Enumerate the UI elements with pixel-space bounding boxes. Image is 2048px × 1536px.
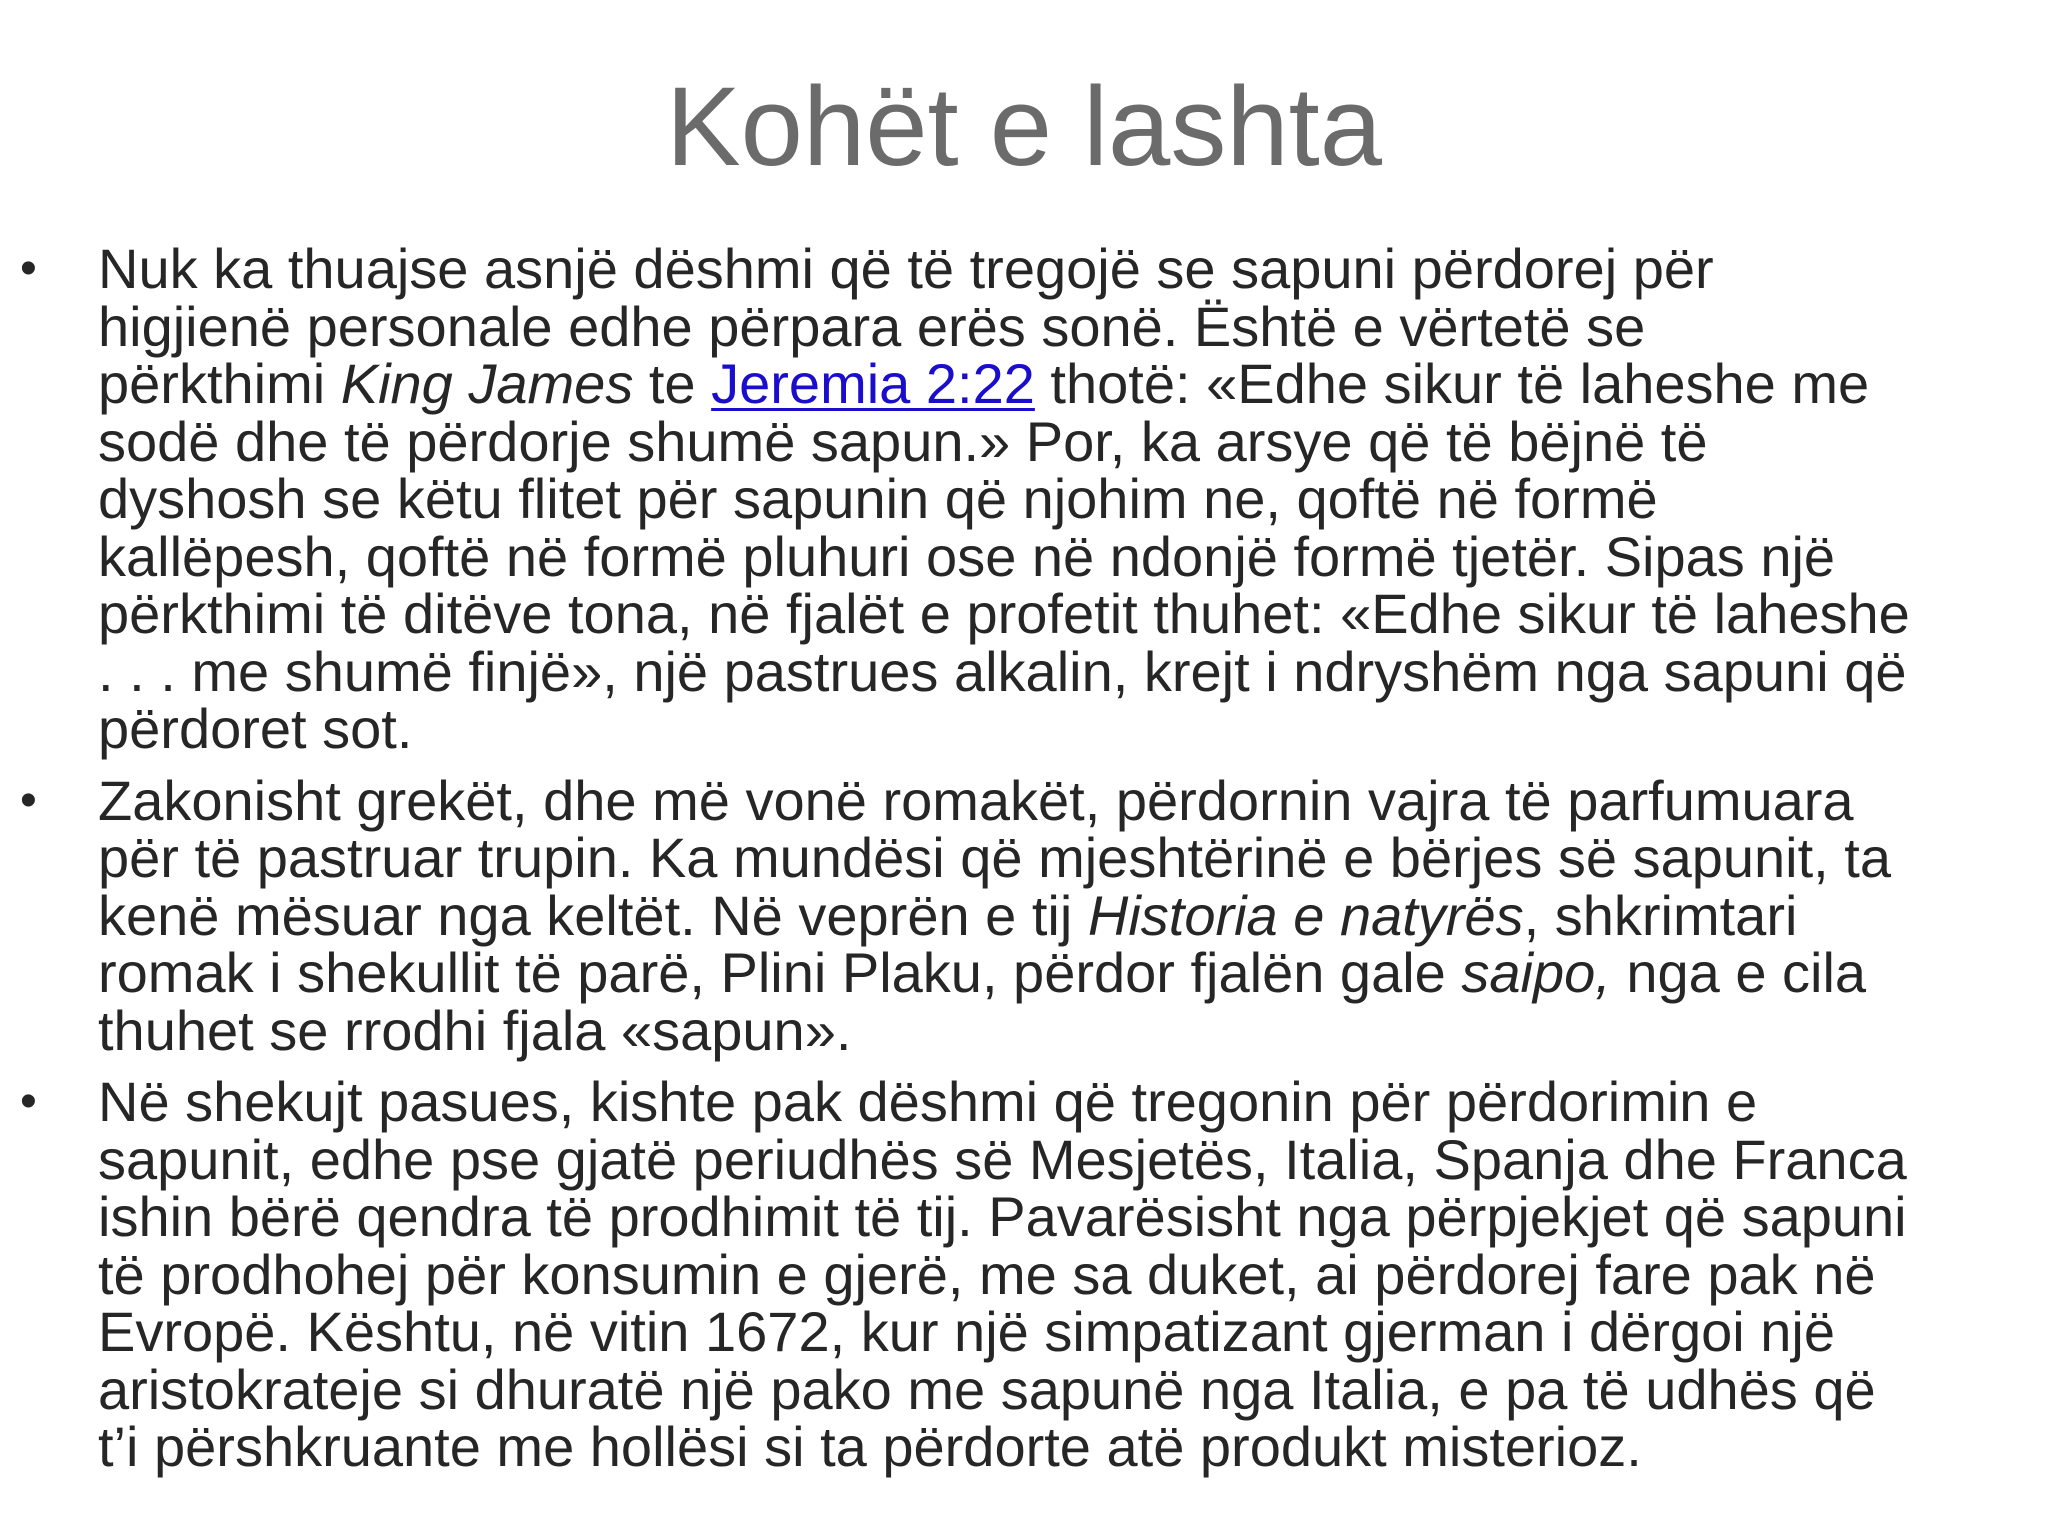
text-line <box>98 1300 2028 1363</box>
text-line <box>98 1185 2028 1248</box>
text-segment: përdoret sot. <box>98 697 413 760</box>
text-line <box>98 826 2028 889</box>
bullet-list <box>0 237 2048 1490</box>
bullet-icon: • <box>20 773 37 827</box>
text-segment: kenë mësuar nga keltët. Në veprën e tij <box>98 883 1088 947</box>
text-segment: të prodhohej për konsumin e gjerë, me sa duket, ai përdorej fare pak në <box>98 1242 1876 1306</box>
text-line <box>98 1357 2028 1421</box>
text-line <box>98 697 2028 760</box>
text-segment: t’i përshkruante me hollësi si ta përdorte atë produkt misterioz. <box>98 1415 1642 1478</box>
slide-title: Kohët e lashta <box>665 64 1383 189</box>
text-segment: thotë: «Edhe sikur të laheshe me <box>1034 352 1870 415</box>
text-segment: për të pastruar trupin. Ka mundësi që mjeshtërinë e bërjes së sapunit, ta <box>98 826 1891 889</box>
paragraph-text <box>98 1070 2028 1478</box>
text-segment: përkthimi të ditëve tona, në fjalët e profetit thuhet: «Edhe sikur të laheshe <box>98 582 1910 645</box>
bullet-icon: • <box>20 242 37 295</box>
text-line <box>98 467 2028 530</box>
text-segment: përkthimi <box>98 352 341 415</box>
text-segment: Nuk ka thuajse asnjë dëshmi që të tregojë se sapuni përdorej për <box>98 237 1714 300</box>
scripture-link[interactable]: Jeremia 2:22 <box>711 352 1035 415</box>
text-segment: Zakonisht grekët, dhe më vonë romakët, përdornin vajra të parfumuara <box>98 768 1854 832</box>
text-segment: , shkrimtari <box>1523 883 1798 947</box>
text-line <box>98 237 2028 300</box>
bullet-item <box>0 768 2048 1062</box>
italic-title: King James <box>340 352 634 415</box>
text-line <box>98 582 2028 645</box>
paragraph-text <box>98 768 2028 1062</box>
text-segment: aristokrateje si dhuratë një pako me sapunë nga Italia, e pa të udhës që <box>98 1357 1876 1421</box>
text-line <box>98 941 2028 1004</box>
text-line <box>98 1127 2028 1191</box>
bullet-icon: • <box>20 1075 37 1128</box>
text-line <box>98 524 2028 588</box>
text-line <box>98 294 2028 358</box>
text-segment: nga e cila <box>1610 941 1867 1004</box>
text-segment: . . . me shumë finjë», një pastrues alkalin, krejt i ndryshëm nga sapuni që <box>98 639 1907 703</box>
text-segment: higjienë personale edhe përpara erës sonë. Është e vërtetë se <box>98 294 1646 358</box>
bullet-item <box>0 1070 2048 1478</box>
text-segment: thuhet se rrodhi fjala «sapun». <box>98 998 852 1062</box>
text-segment: Evropë. Kështu, në vitin 1672, kur një simpatizant gjerman i dërgoi një <box>98 1300 1835 1363</box>
bullet-item <box>0 237 2048 760</box>
text-line <box>98 1242 2028 1306</box>
text-segment: romak i shekullit të parë, Plini Plaku, përdor fjalën gale <box>98 941 1462 1004</box>
text-line <box>98 1415 2028 1478</box>
text-line <box>98 768 2028 832</box>
text-line <box>98 352 2028 415</box>
paragraph-text <box>98 237 2028 760</box>
text-segment: te <box>633 352 712 415</box>
italic-title: saipo, <box>1461 941 1611 1004</box>
text-line <box>98 998 2028 1062</box>
text-segment: ishin bërë qendra të prodhimit të tij. Pavarësisht nga përpjekjet që sapuni <box>98 1185 1907 1248</box>
text-segment: Në shekujt pasues, kishte pak dëshmi që tregonin për përdorimin e <box>98 1070 1758 1133</box>
text-line <box>98 883 2028 947</box>
text-segment: kallëpesh, qoftë në formë pluhuri ose në ndonjë formë tjetër. Sipas një <box>98 524 1836 588</box>
text-segment: dyshosh se këtu flitet për sapunin që njohim ne, qoftë në formë <box>98 467 1658 530</box>
text-segment: sodë dhe të përdorje shumë sapun.» Por, ka arsye që të bëjnë të <box>98 409 1708 473</box>
text-segment: sapunit, edhe pse gjatë periudhës së Mesjetës, Italia, Spanja dhe Franca <box>98 1127 1907 1191</box>
italic-title: Historia e natyrës <box>1087 883 1524 947</box>
text-line <box>98 639 2028 703</box>
text-line <box>98 409 2028 473</box>
text-line <box>98 1070 2028 1133</box>
